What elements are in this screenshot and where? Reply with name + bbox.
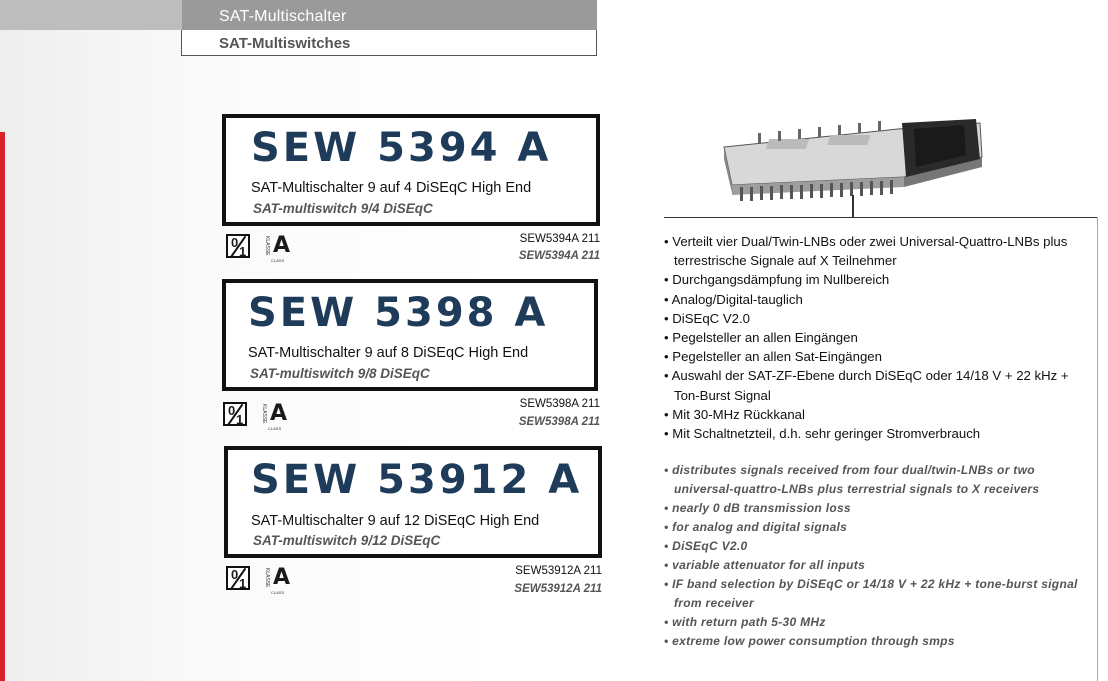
header-title-de: SAT-Multischalter bbox=[219, 8, 347, 25]
feature-item: • Verteilt vier Dual/Twin-LNBs oder zwei Universal-Quattro-LNBs plus terrestrische Signale auf X Teilnehmer bbox=[664, 232, 1094, 270]
product-title: SEW 5398 A bbox=[248, 290, 549, 336]
right-border-line bbox=[1097, 217, 1098, 681]
feature-item: • Pegelsteller an allen Eingängen bbox=[664, 328, 1094, 347]
header-title-en: SAT-Multiswitches bbox=[219, 35, 351, 52]
header-bar-left bbox=[0, 0, 182, 30]
product-code-en: SEW53912A 211 bbox=[514, 583, 602, 595]
feature-item: • Pegelsteller an allen Sat-Eingängen bbox=[664, 347, 1094, 366]
product-description-en: SAT-multiswitch 9/4 DiSEqC bbox=[253, 201, 433, 216]
product-code: SEW5398A 211 bbox=[519, 398, 600, 410]
product-code-en: SEW5394A 211 bbox=[518, 250, 600, 262]
feature-item: • variable attenuator for all inputs bbox=[664, 556, 1094, 575]
product-code: SEW5394A 211 bbox=[519, 233, 600, 245]
ratio-icon: 0 1 bbox=[226, 234, 250, 258]
ratio-icon: 0 1 bbox=[226, 566, 250, 590]
product-description-en: SAT-multiswitch 9/12 DiSEqC bbox=[253, 533, 441, 548]
features-list-de bbox=[664, 232, 1094, 443]
class-a-icon: KLASSE A CLASS bbox=[261, 401, 288, 431]
product-code-en: SEW5398A 211 bbox=[518, 416, 600, 428]
feature-item: • with return path 5-30 MHz bbox=[664, 613, 1094, 632]
features-list-en bbox=[664, 461, 1094, 651]
feature-item: • Durchgangsdämpfung im Nullbereich bbox=[664, 270, 1094, 289]
feature-item: • Analog/Digital-tauglich bbox=[664, 290, 1094, 309]
product-title: SEW 53912 A bbox=[251, 457, 583, 503]
feature-item: • nearly 0 dB transmission loss bbox=[664, 499, 1094, 518]
divider-line bbox=[664, 217, 1098, 218]
callout-line bbox=[852, 195, 854, 218]
feature-item: • DiSEqC V2.0 bbox=[664, 537, 1094, 556]
feature-item: • DiSEqC V2.0 bbox=[664, 309, 1094, 328]
class-a-icon: KLASSE A CLASS bbox=[264, 565, 291, 595]
feature-item: • Mit 30-MHz Rückkanal bbox=[664, 405, 1094, 424]
product-description-de: SAT-Multischalter 9 auf 12 DiSEqC High End bbox=[251, 513, 540, 529]
feature-item: • distributes signals received from four dual/twin-LNBs or two universal-quattro-LNBs plus terrestrial signals to X receivers bbox=[664, 461, 1094, 499]
product-description-de: SAT-Multischalter 9 auf 8 DiSEqC High End bbox=[248, 345, 529, 361]
ratio-icon: 0 1 bbox=[223, 402, 247, 426]
accent-stripe bbox=[0, 132, 5, 681]
feature-item: • Auswahl der SAT-ZF-Ebene durch DiSEqC oder 14/18 V + 22 kHz + Ton-Burst Signal bbox=[664, 366, 1094, 404]
class-a-icon: KLASSE A CLASS bbox=[264, 233, 291, 263]
feature-item: • IF band selection by DiSEqC or 14/18 V + 22 kHz + tone-burst signal from receiver bbox=[664, 575, 1094, 613]
feature-item: • for analog and digital signals bbox=[664, 518, 1094, 537]
product-description-de: SAT-Multischalter 9 auf 4 DiSEqC High End bbox=[251, 180, 532, 196]
product-description-en: SAT-multiswitch 9/8 DiSEqC bbox=[250, 366, 430, 381]
product-title: SEW 5394 A bbox=[251, 125, 552, 171]
feature-item: • extreme low power consumption through smps bbox=[664, 632, 1094, 651]
product-code: SEW53912A 211 bbox=[515, 565, 602, 577]
feature-item: • Mit Schaltnetzteil, d.h. sehr geringer Stromverbrauch bbox=[664, 424, 1094, 443]
